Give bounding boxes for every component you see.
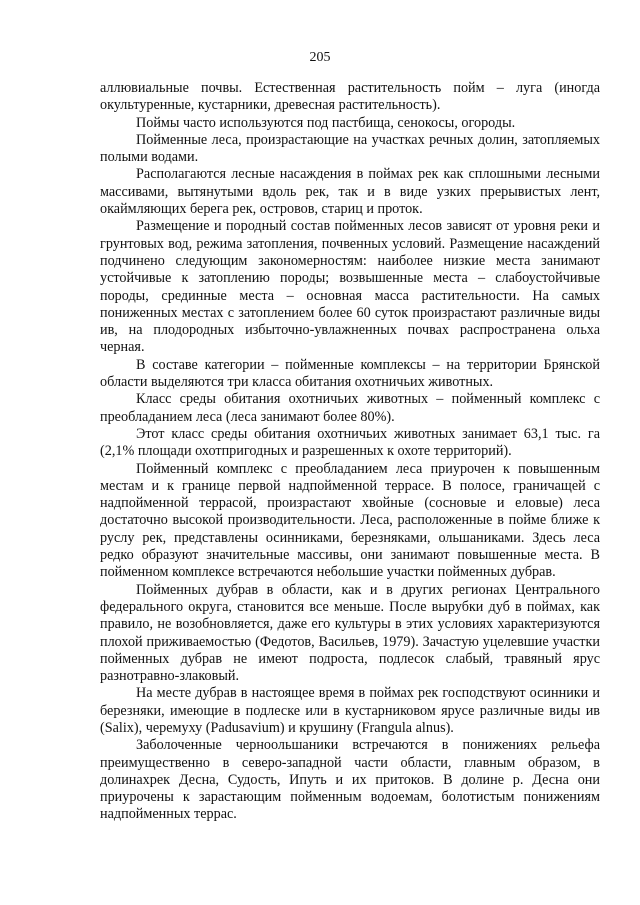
paragraph-12: Заболоченные черноольшаники встречаются в понижениях рельефа преимущественно в северо-западной части области, главным образом, в долинахрек Десна, Судость, Ипуть и их притоков. В долине р. Десна они приурочены к зарастающим пойменным водоемам, болотистым понижениям надпойменных террас. xyxy=(100,737,600,823)
paragraph-6: В составе категории – пойменные комплексы – на территории Брянской области выделяются три класса обитания охотничьих животных. xyxy=(100,356,600,391)
paragraph-7: Класс среды обитания охотничьих животных – пойменный комплекс с преобладанием леса (леса занимают более 80%). xyxy=(100,391,600,425)
paragraph-9: Пойменный комплекс с преобладанием леса приурочен к повышенным местам и к границе первой надпойменной террасе. В полосе, граничащей с надпойменной террасой, произрастают хвойные (сосновые и еловые) леса достаточно высокой производительности. Леса, расположенные в пойме ближе к руслу рек, представлены осинниками, березняками, ольшаниками. Здесь леса редко образуют значительные массивы, они занимают повышенные места. В пойменном комплексе встречаются небольшие участки пойменных дубрав. xyxy=(100,460,600,581)
paragraph-5: Размещение и породный состав пойменных лесов зависят от уровня реки и грунтовых вод, режима затопления, почвенных условий. Размещение насаждений подчинено следующим закономерностям: наиболее низкие места занимают устойчивые к затоплению породы; возвышенные места – слабоустойчивые породы, срединные места – основная масса растительности. На самых пониженных местах с затоплением более 60 суток произрастают различные виды ив, на плодородных избыточно-увлажненных почвах распространена ольха черная. xyxy=(100,218,600,356)
page-number: 205 xyxy=(309,50,331,65)
paragraph-3: Пойменные леса, произрастающие на участках речных долин, затопляемых полыми водами. xyxy=(100,131,600,166)
paragraph-2: Поймы часто используются под пастбища, сенокосы, огороды. xyxy=(136,114,516,131)
paragraph-1: аллювиальные почвы. Естественная растительность пойм – луга (иногда окультуренные, кустарники, древесная растительность). xyxy=(100,80,600,114)
paragraph-10: Пойменных дубрав в области, как и в других регионах Центрального федерального округа, становится все меньше. После вырубки дуб в поймах, как правило, не возобновляется, даже его культуры в этих условиях характеризуются плохой приживаемостью (Федотов, Васильев, 1979). Зачастую уцелевшие участки пойменных дубрав не имеют подроста, подлесок слабый, травяный ярус разнотравно-злаковый. xyxy=(100,581,600,685)
paragraph-11: На месте дубрав в настоящее время в поймах рек господствуют осинники и березняки, имеющие в подлеске или в кустарниковом ярусе различные виды ив (Salix), черемуху (Padusavium) и крушину (Frangula alnus). xyxy=(100,685,600,736)
paragraph-8: Этот класс среды обитания охотничьих животных занимает 63,1 тыс. га (2,1% площади охотпригодных и разрешенных к охоте территорий). xyxy=(100,425,600,460)
paragraph-4: Располагаются лесные насаждения в поймах рек как сплошными лесными массивами, вытянутыми вдоль рек, так и в виде узких прерывистых лент, окаймляющих берега рек, островов, стариц и проток. xyxy=(100,166,600,218)
document-body xyxy=(100,80,600,824)
